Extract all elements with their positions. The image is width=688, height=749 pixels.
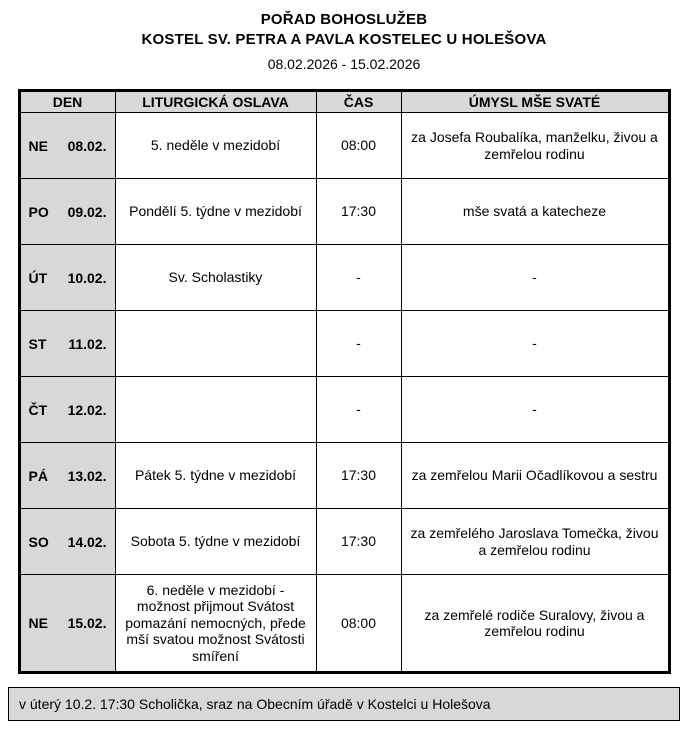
day-date: 08.02. [67,137,107,154]
intention-cell: - [401,311,669,377]
intention-cell: mše svatá a katecheze [401,179,669,245]
table-row [19,179,669,245]
column-header-time: ČAS [316,91,401,113]
day-cell [19,311,115,377]
page-title: POŘAD BOHOSLUŽEB [260,11,428,28]
day-abbrev: NE [28,137,48,154]
intention-cell: za zemřelou Marii Očadlíkovou a sestru [401,443,669,509]
header-row [19,91,669,113]
time-cell: - [316,245,401,311]
table-row [19,245,669,311]
date-range: 08.02.2026 - 15.02.2026 [267,56,421,72]
church-name: KOSTEL SV. PETRA A PAVLA KOSTELEC U HOLEŠOVA [141,30,547,48]
table-row [19,311,669,377]
day-abbrev: ČT [28,401,48,418]
day-cell [19,443,115,509]
day-abbrev: PO [28,203,49,220]
day-cell [19,245,115,311]
time-cell: 17:30 [316,179,401,245]
celebration-cell: 6. neděle v mezidobí - možnost přijmout Svátost pomazání nemocných, přede mší svatou možnost Svátosti smíření [115,575,316,673]
day-abbrev: ÚT [28,269,48,286]
day-date: 12.02. [67,401,107,418]
table-row [19,113,669,179]
intention-cell: za zemřelé rodiče Suralovy, živou a zemřelou rodinu [401,575,669,673]
column-header-intention: ÚMYSL MŠE SVATÉ [401,91,669,113]
day-cell [19,113,115,179]
celebration-cell [115,377,316,443]
table-row [19,509,669,575]
table-row [19,377,669,443]
day-abbrev: SO [28,533,49,550]
celebration-cell: Pátek 5. týdne v mezidobí [115,443,316,509]
day-cell [19,575,115,673]
footer-note-text: v úterý 10.2. 17:30 Scholička, sraz na Obecním úřadě v Kostelci u Holešova [19,696,491,713]
day-abbrev: ST [28,335,47,352]
day-cell [19,377,115,443]
time-cell: 08:00 [316,575,401,673]
day-date: 14.02. [67,533,107,550]
day-cell [19,179,115,245]
schedule-body [19,113,669,673]
footer-note [8,687,680,721]
document-header [0,10,688,73]
day-date: 11.02. [68,335,107,352]
time-cell: - [316,311,401,377]
intention-cell: - [401,245,669,311]
time-cell: - [316,377,401,443]
day-abbrev: PÁ [28,467,48,484]
column-header-day: DEN [19,91,115,113]
time-cell: 17:30 [316,509,401,575]
celebration-cell [115,311,316,377]
intention-cell: za zemřelého Jaroslava Tomečka, živou a zemřelou rodinu [401,509,669,575]
day-cell [19,509,115,575]
celebration-cell: 5. neděle v mezidobí [115,113,316,179]
time-cell: 17:30 [316,443,401,509]
intention-cell: - [401,377,669,443]
intention-cell: za Josefa Roubalíka, manželku, živou a zemřelou rodinu [401,113,669,179]
day-abbrev: NE [28,615,48,632]
celebration-cell: Sobota 5. týdne v mezidobí [115,509,316,575]
day-date: 10.02. [67,269,107,286]
time-cell: 08:00 [316,113,401,179]
celebration-cell: Sv. Scholastiky [115,245,316,311]
table-row [19,575,669,673]
column-header-celebration: LITURGICKÁ OSLAVA [115,91,316,113]
day-date: 13.02. [67,467,107,484]
celebration-cell: Pondělí 5. týdne v mezidobí [115,179,316,245]
day-date: 09.02. [67,203,107,220]
day-date: 15.02. [67,615,107,632]
schedule-table [18,89,671,674]
table-row [19,443,669,509]
schedule-table-head [19,91,669,113]
